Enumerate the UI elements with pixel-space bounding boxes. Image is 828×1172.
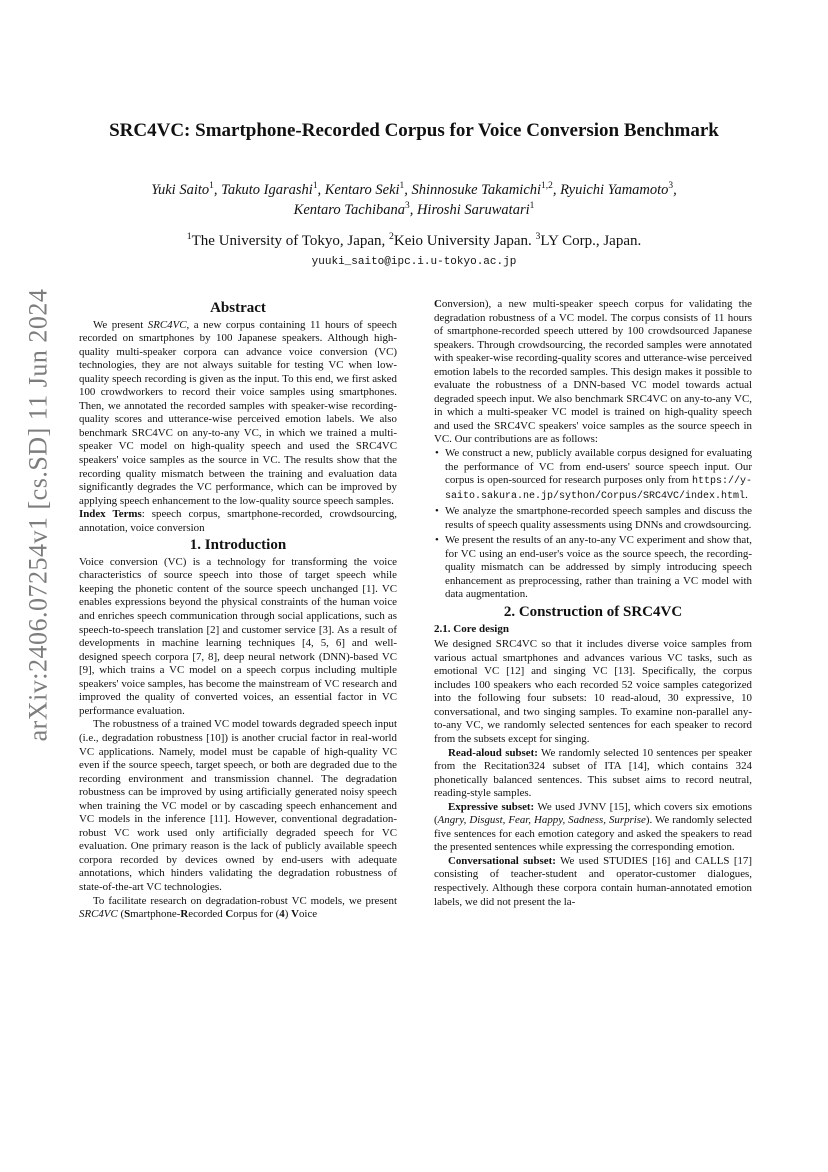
intro-paragraph-2: The robustness of a trained VC model towards degraded speech input (i.e., degradation robustness [10]) is another crucial factor in real-world VC applications. Namely, model must be capable of high-quality VC even if the source speech, target speech, or both are degraded due to the recording environment and transmission channel. The degradation robustness can be improved by using artificially generated noisy speech when training the VC model or by cascading speech enhancement and VC models in the inference [11]. However, conventional degradation-robust VC work used only artificially degraded speech for VC evaluation. One primary reason is the lack of publicly available speech corpora recorded by devices owned by end-users with adequate annotations, which hinders validating the degradation robustness of state-of-the-art VC technologies. (79, 718, 397, 893)
paper-title: SRC4VC: Smartphone-Recorded Corpus for Voice Conversion Benchmark (109, 120, 719, 141)
core-design-paragraph: We designed SRC4VC so that it includes diverse voice samples from various actual smartphones and advances various VC tasks, such as emotional VC [12] and singing VC [13]. Specifically, the corpus includes 100 speakers who each recorded 52 voice samples categorized into the following four subsets: 10 read-aloud, 30 expressive, 10 conversational, and two singing samples. To examine non-parallel any-to-any VC, we randomly selected sentences for each speaker to record from the subsets except for singing. (434, 638, 752, 745)
abstract-body: We present SRC4VC, a new corpus containing 11 hours of speech recorded on smartphones by 100 Japanese speakers. Although high-quality multi-speaker corpora can advance voice conversion (VC) technologies, they are not always suitable for testing VC when low-quality speech recording is given as the input. To this end, we first asked 100 crowdworkers to record their voice samples using smartphones. Then, we annotated the recorded samples with speaker-wise recording-quality scores and utterance-wise perceived emotion labels. We also benchmark SRC4VC on any-to-any VC, in which we trained a multi-speaker VC model on high-quality speech and used the SRC4VC speakers' voice samples as the source in VC. The results show that the recording quality mismatch between the training and evaluation data significantly degrades the VC performance, which can be improved by applying speech enhancement to the low-quality source speech samples. (79, 318, 397, 507)
conversational-paragraph: Conversational subset: We used STUDIES [16] and CALLS [17] consisting of teacher-student and operator-customer dialogues, respectively. Although these corpora contain human-annotated emotion labels, we did not present the la- (434, 854, 752, 908)
construction-heading: 2. Construction of SRC4VC (503, 604, 683, 621)
intro-paragraph-3: To facilitate research on degradation-robust VC models, we present SRC4VC (Smartphone-Recorded Corpus for (4) Voice (79, 894, 397, 921)
author: Shinnosuke Takamichi$^{1,2}$, (411, 181, 561, 198)
core-design-subheading: 2.1. Core design (434, 622, 509, 635)
author-list (100, 180, 728, 220)
corpus-url-link[interactable]: https://y-saito.sakura.ne.jp/sython/Corpus/SRC4VC/index.html (445, 476, 752, 502)
author: Takuto Igarashi$^1$, (221, 181, 325, 198)
arxiv-stamp (21, 288, 55, 742)
list-item: • We analyze the smartphone-recorded speech samples and discuss the results of speech quality assessments using DNNs and crowdsourcing. (445, 505, 752, 532)
author: Kentaro Seki$^1$, (324, 181, 412, 198)
author: Kentaro Tachibana$^3$, (293, 201, 417, 218)
abstract-heading: Abstract (210, 300, 266, 316)
author: Ryuichi Yamamoto$^3$, (560, 181, 677, 198)
list-item: • We construct a new, publicly available corpus designed for evaluating the performance of VC from end-users' source speech input. Our corpus is open-sourced for research purposes only from https://y-saito.sakura.ne.jp/sython/Corpus/SRC4VC/index.html. (445, 447, 752, 503)
read-aloud-paragraph: Read-aloud subset: We randomly selected 10 sentences per speaker from the Recitation324 subset of ITA [14], which contains 324 phonetically balanced sentences. This subset aims to record neutral, reading-style samples. (434, 746, 752, 800)
left-column (79, 298, 397, 922)
author: Hiroshi Saruwatari$^1$ (416, 201, 535, 218)
right-column (434, 298, 752, 909)
author-email[interactable]: yuuki_saito@ipc.i.u-tokyo.ac.jp (311, 256, 517, 268)
arxiv-stamp-text: arXiv:2406.07254v1 [cs.SD] 11 Jun 2024 (23, 288, 53, 742)
author: Yuki Saito$^1$, (151, 181, 222, 198)
list-item: • We present the results of an any-to-any VC experiment and show that, for VC using an end-user's voice as the source speech, the recording-quality mismatch can be addressed by simply introducing speech enhancement as preprocessing, rather than training a VC model with data augmentation. (445, 534, 752, 602)
intro-continuation: Conversion), a new multi-speaker speech corpus for validating the degradation robustness of a VC model. The corpus consists of 11 hours of smartphone-recorded speech uttered by 100 crowdsourced Japanese speakers. Through crowdsourcing, the recorded samples were annotated with speaker-wise recording-quality scores and utterance-wise perceived emotion labels to the recorded samples. This design makes it possible to evaluate the robustness of a DNN-based VC model towards actual degraded speech input. We also benchmark SRC4VC on any-to-any VC, in which a multi-speaker VC model is trained on high-quality speech and used the SRC4VC speakers' voice samples as the source speech in VC. Our contributions are as follows: (434, 298, 752, 446)
intro-heading: 1. Introduction (189, 537, 287, 554)
index-terms: Index Terms: speech corpus, smartphone-recorded, crowdsourcing, annotation, voice conversion (79, 508, 397, 534)
affiliations: $^1$The University of Tokyo, Japan, $^2$Keio University Japan. $^3$LY Corp., Japan. (186, 231, 642, 249)
intro-paragraph-1: Voice conversion (VC) is a technology for transforming the voice characteristics of source speech into those of target speech while keeping the phonetic content of the source speech unchanged [1]. VC enables expressions beyond the physical constraints of the human voice and enriches speech communication through social applications, such as speech-to-speech translation [2] and customer service [3]. As a result of developments in machine learning techniques [4, 5, 6] and well-designed speech corpora [7, 8], deep neural network (DNN)-based VC [9], which trains a VC model on a speech corpus including multiple speakers' voice samples, has become the mainstream of VC research and improved the quality of converted voices, an essential factor in VC performance evaluation. (79, 555, 397, 717)
contribution-list (434, 447, 752, 602)
expressive-paragraph: Expressive subset: We used JVNV [15], which covers six emotions (Angry, Disgust, Fear, Happy, Sadness, Surprise). We randomly selected five sentences for each emotion category and asked the speakers to read the presented sentences while expressing the corresponding emotion. (434, 800, 753, 854)
